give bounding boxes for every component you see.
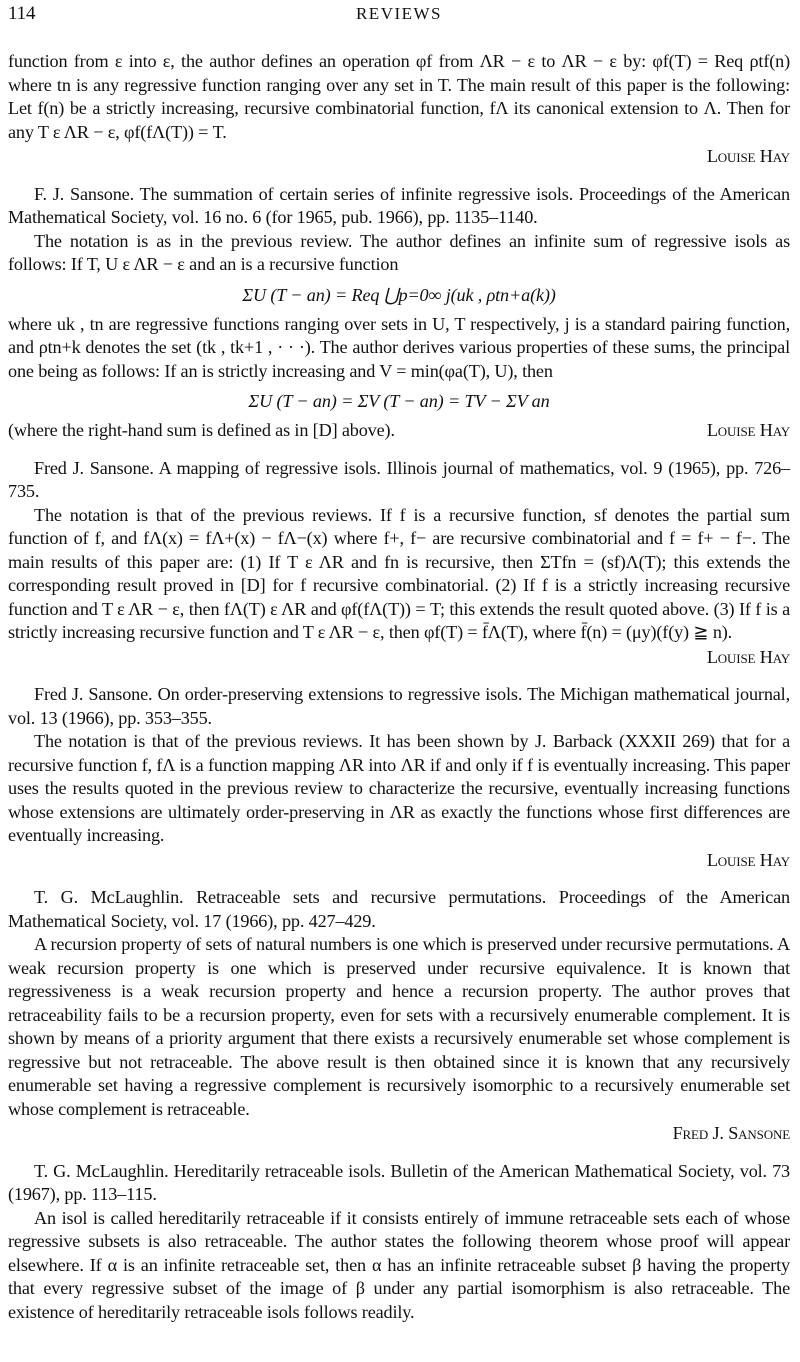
- review-citation: Fred J. Sansone. A mapping of regressive isols. Illinois journal of mathematics, vol. 9 (1965), pp. 726–735.: [8, 457, 790, 501]
- review-paragraph: An isol is called hereditarily retraceable if it consists entirely of immune retraceable sets each of whose regressive subsets is also retraceable. The author states the following theorem whose proof will appear elsewhere. If α is an infinite retraceable set, then α has an infinite retraceable subset β having the property that every regressive subset of the image of β under any partial isomorphism is also retraceable. The existence of hereditarily retraceable isols follows readily.: [8, 1207, 790, 1322]
- review-citation: Fred J. Sansone. On order-preserving extensions to regressive isols. The Michigan mathematical journal, vol. 13 (1966), pp. 353–355.: [8, 684, 790, 728]
- review-paragraph: The notation is as in the previous review. The author defines an infinite sum of regressive isols as follows: If T, U ε ΛR − ε and an is a recursive function: [8, 230, 790, 274]
- review-paragraph: The notation is that of the previous reviews. It has been shown by J. Barback (XXXII 269) that for a recursive function f, fΛ is a function mapping ΛR into ΛR if and only if f is eventually increasing. This paper uses the results quoted in the previous review to characterize the recursive, eventually increasing functions whose extensions are ultimately order-preserving in ΛR as exactly the functions whose first differences are eventually increasing.: [8, 731, 790, 845]
- review-continued-text: function from ε into ε, the author defines an operation φf from ΛR − ε to ΛR − ε by: φf(T) = Req ρtf(n) where tn is any regressive function ranging over any set in T. The main result of this paper is the following: Let f(n) be a strictly increasing, recursive combinatorial function, fΛ its canonical extension to Λ. Then for any T ε ΛR − ε, φf(fΛ(T)) = T.: [8, 51, 790, 142]
- running-head: REVIEWS: [355, 4, 443, 23]
- review-paragraph: The notation is that of the previous reviews. If f is a recursive function, sf denotes the partial sum function of f, and fΛ(x) = fΛ+(x) − fΛ−(x) where f+, f− are recursive combinatorial and f = f+ − f−. The main results of this paper are: (1) If T ε ΛR and fn is recursive, then ΣTfn = (sf)Λ(T); this extends the corresponding result proved in [D] for f recursive combinatorial. (2) If f is a strictly increasing recursive function and T ε ΛR − ε, then fΛ(T) ε ΛR and φf(fΛ(T)) = T; this extends the result quoted above. (3) If f is a strictly increasing recursive function and T ε ΛR − ε, then φf(T) = f̄Λ(T), where f̄(n) = (μy)(f(y) ≧ n).: [8, 504, 790, 642]
- review-hereditarily-retraceable: [8, 1160, 790, 1325]
- review-continued: [8, 50, 790, 169]
- review-order-preserving: [8, 683, 790, 872]
- reviewer-signature: Louise Hay: [706, 646, 790, 667]
- display-formula: ΣU (T − an) = ΣV (T − an) = TV − ΣV an: [248, 391, 550, 411]
- journal-page: [0, 2, 800, 1362]
- review-citation: F. J. Sansone. The summation of certain series of infinite regressive isols. Proceedings of the American Mathematical Society, vol. 16 no. 6 (for 1965, pub. 1966), pp. 1135–1140.: [8, 183, 790, 227]
- review-paragraph: A recursion property of sets of natural numbers is one which is preserved under recursive permutations. A weak recursion property is one which is preserved under recursive equivalence. It is known that regressiveness is a weak recursion property and hence a recursion property. The author proves that retraceability fails to be a recursion property, even for sets with a recursively enumerable complement. It is shown by means of a priority argument that there exists a recursively enumerable set whose complement is regressive but not retraceable. The above result is then obtained since it is known that any recursively enumerable set having a regressive complement is recursively isomorphic to a recursively enumerable set whose complement is retraceable.: [8, 934, 790, 1119]
- reviewer-signature: Fred J. Sansone: [672, 1123, 790, 1143]
- review-conclusion-row: [8, 419, 790, 443]
- review-paragraph: where uk , tn are regressive functions ranging over sets in U, T respectively, j is a standard pairing function, and ρtn+k denotes the set (tk , tk+1 , · · ·). The author derives various properties of these sums, the principal one being as follows: If an is strictly increasing and V = min(φa(T), U), then: [8, 313, 790, 381]
- display-formula: ΣU (T − an) = Req ⋃p=0∞ j(uk , ρtn+a(k)): [242, 284, 556, 305]
- review-mapping-isols: [8, 457, 790, 670]
- reviewer-signature: Louise Hay: [706, 420, 790, 440]
- review-citation: T. G. McLaughlin. Hereditarily retraceable isols. Bulletin of the American Mathematical Society, vol. 73 (1967), pp. 113–115.: [8, 1160, 790, 1204]
- page-header: [8, 2, 790, 26]
- reviewer-signature: Louise Hay: [706, 146, 790, 166]
- review-citation: T. G. McLaughlin. Retraceable sets and recursive permutations. Proceedings of the American Mathematical Society, vol. 17 (1966), pp. 427–429.: [8, 887, 790, 931]
- page-number: 114: [8, 3, 36, 24]
- review-conclusion: (where the right-hand sum is defined as in [D] above).: [8, 420, 395, 440]
- review-retraceable-permutations: [8, 886, 790, 1146]
- review-continued-body: [8, 50, 790, 144]
- reviewer-signature: Louise Hay: [706, 849, 790, 870]
- review-summation-series: [8, 183, 790, 443]
